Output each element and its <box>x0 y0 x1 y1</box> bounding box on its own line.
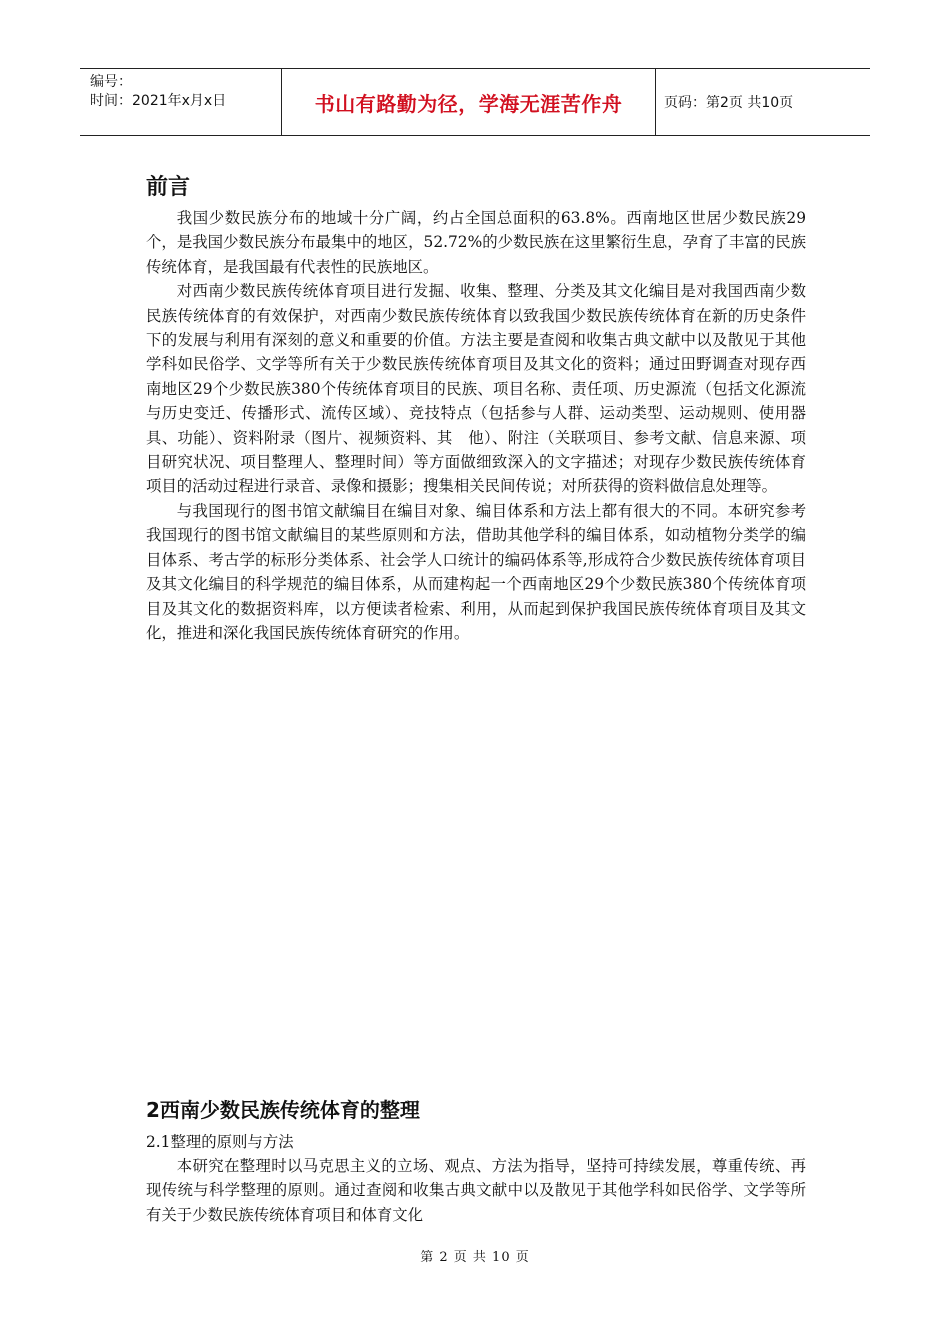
header-page-info: 页码：第2页 共10页 <box>664 95 794 111</box>
page-header <box>80 68 870 136</box>
header-motto: 书山有路勤为径，学海无涯苦作舟 <box>282 69 656 135</box>
number-label: 编号： <box>90 74 132 90</box>
section-2-1-subtitle: 2.1整理的原则与方法 <box>146 1133 294 1151</box>
preface-title: 前言 <box>146 175 191 200</box>
header-meta <box>80 69 282 135</box>
preface-paragraph-3: 与我国现行的图书馆文献编目在编目对象、编目体系和方法上都有很大的不同。本研究参考我国现行的图书馆文献编目的某些原则和方法，借助其他学科的编目体系，如动植物分类学的编目体系、考古学的标形分类体系、社会学人口统计的编码体系等,形成符合少数民族传统体育项目及其文化编目的科学规范的编目体系，从而建构起一个西南地区29个少数民族380个传统体育项目及其文化的数据资料库，以方便读者检索、利用，从而起到保护我国民族传统体育项目及其文化，推进和深化我国民族传统体育研究的作用。 <box>146 501 806 642</box>
preface-body <box>146 206 806 645</box>
section-2-paragraph: 本研究在整理时以马克思主义的立场、观点、方法为指导，坚持可持续发展，尊重传统、再现传统与科学整理的原则。通过查阅和收集古典文献中以及散见于其他学科如民俗学、文学等所有关于少数民族传统体育项目和体育文化 <box>146 1157 806 1224</box>
date-label: 时间：2021年x月x日 <box>90 93 227 109</box>
preface-paragraph-2: 对西南少数民族传统体育项目进行发掘、收集、整理、分类及其文化编目是对我国西南少数民族传统体育的有效保护，对西南少数民族传统体育以致我国少数民族传统体育在新的历史条件下的发展与利用有深刻的意义和重要的价值。方法主要是查阅和收集古典文献中以及散见于其他学科如民俗学、文学等所有关于少数民族传统体育项目及其文化的资料；通过田野调查对现存西南地区29个少数民族380个传统体育项目的民族、项目名称、责任项、历史源流（包括文化源流与历史变迁、传播形式、流传区域）、竞技特点（包括参与人群、运动类型、运动规则、使用器具、功能）、资料附录（图片、视频资料、其 他）、附注（关联项目、参考文献、信息来源、项目研究状况、项目整理人、整理时间）等方面做细致深入的文字描述；对现存少数民族传统体育项目的活动过程进行录音、录像和摄影；搜集相关民间传说；对所获得的资料做信息处理等。 <box>146 282 806 496</box>
section-2-body <box>146 1154 806 1227</box>
page-footer: 第 2 页 共 10 页 <box>420 1250 530 1265</box>
section-2-title: 2西南少数民族传统体育的整理 <box>146 1098 420 1122</box>
preface-paragraph-1: 我国少数民族分布的地域十分广阔，约占全国总面积的63.8%。西南地区世居少数民族29个，是我国少数民族分布最集中的地区，52.72%的少数民族在这里繁衍生息，孕育了丰富的民族传统体育，是我国最有代表性的民族地区。 <box>146 209 806 276</box>
